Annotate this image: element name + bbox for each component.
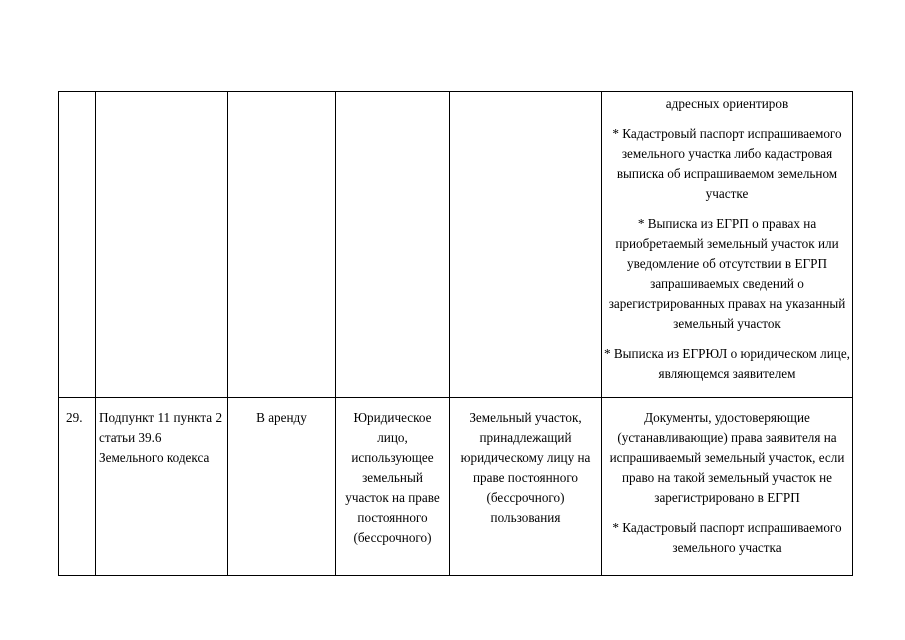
land-plot-cell xyxy=(450,92,602,398)
document-item: * Кадастровый паспорт испрашиваемого земельного участка либо кадастровая выписка об испрашиваемом земельном участке xyxy=(612,126,842,201)
table-row-29 xyxy=(59,398,853,576)
required-documents-cell xyxy=(602,398,853,576)
document-item: * Выписка из ЕГРЮЛ о юридическом лице, являющемся заявителем xyxy=(604,346,850,381)
document-item: адресных ориентиров xyxy=(665,96,789,111)
table-row-continuation xyxy=(59,92,853,398)
legal-basis-cell xyxy=(96,92,228,398)
provision-type-cell xyxy=(228,92,336,398)
document-item: * Выписка из ЕГРП о правах на приобретаемый земельный участок или уведомление об отсутствии в ЕГРП запрашиваемых сведений о зарегистрированных правах на указанный земельный участок xyxy=(608,216,846,331)
legal-basis-cell: Подпункт 11 пункта 2 статьи 39.6 Земельного кодекса xyxy=(96,398,228,576)
document-item: * Кадастровый паспорт испрашиваемого земельного участка xyxy=(612,520,842,555)
land-documents-table xyxy=(58,91,853,576)
row-number-cell: 29. xyxy=(59,398,96,576)
document-item: Документы, удостоверяющие (устанавливающие) права заявителя на испрашиваемый земельный участок, если право на такой земельный участок не зарегистрировано в ЕГРП xyxy=(609,410,845,505)
applicant-cell: Юридическое лицо, использующее земельный участок на праве постоянного (бессрочного) xyxy=(336,398,450,576)
land-plot-cell: Земельный участок, принадлежащий юридическому лицу на праве постоянного (бессрочного) пользования xyxy=(450,398,602,576)
required-documents-cell xyxy=(602,92,853,398)
provision-type-cell: В аренду xyxy=(228,398,336,576)
applicant-cell xyxy=(336,92,450,398)
row-number-cell xyxy=(59,92,96,398)
